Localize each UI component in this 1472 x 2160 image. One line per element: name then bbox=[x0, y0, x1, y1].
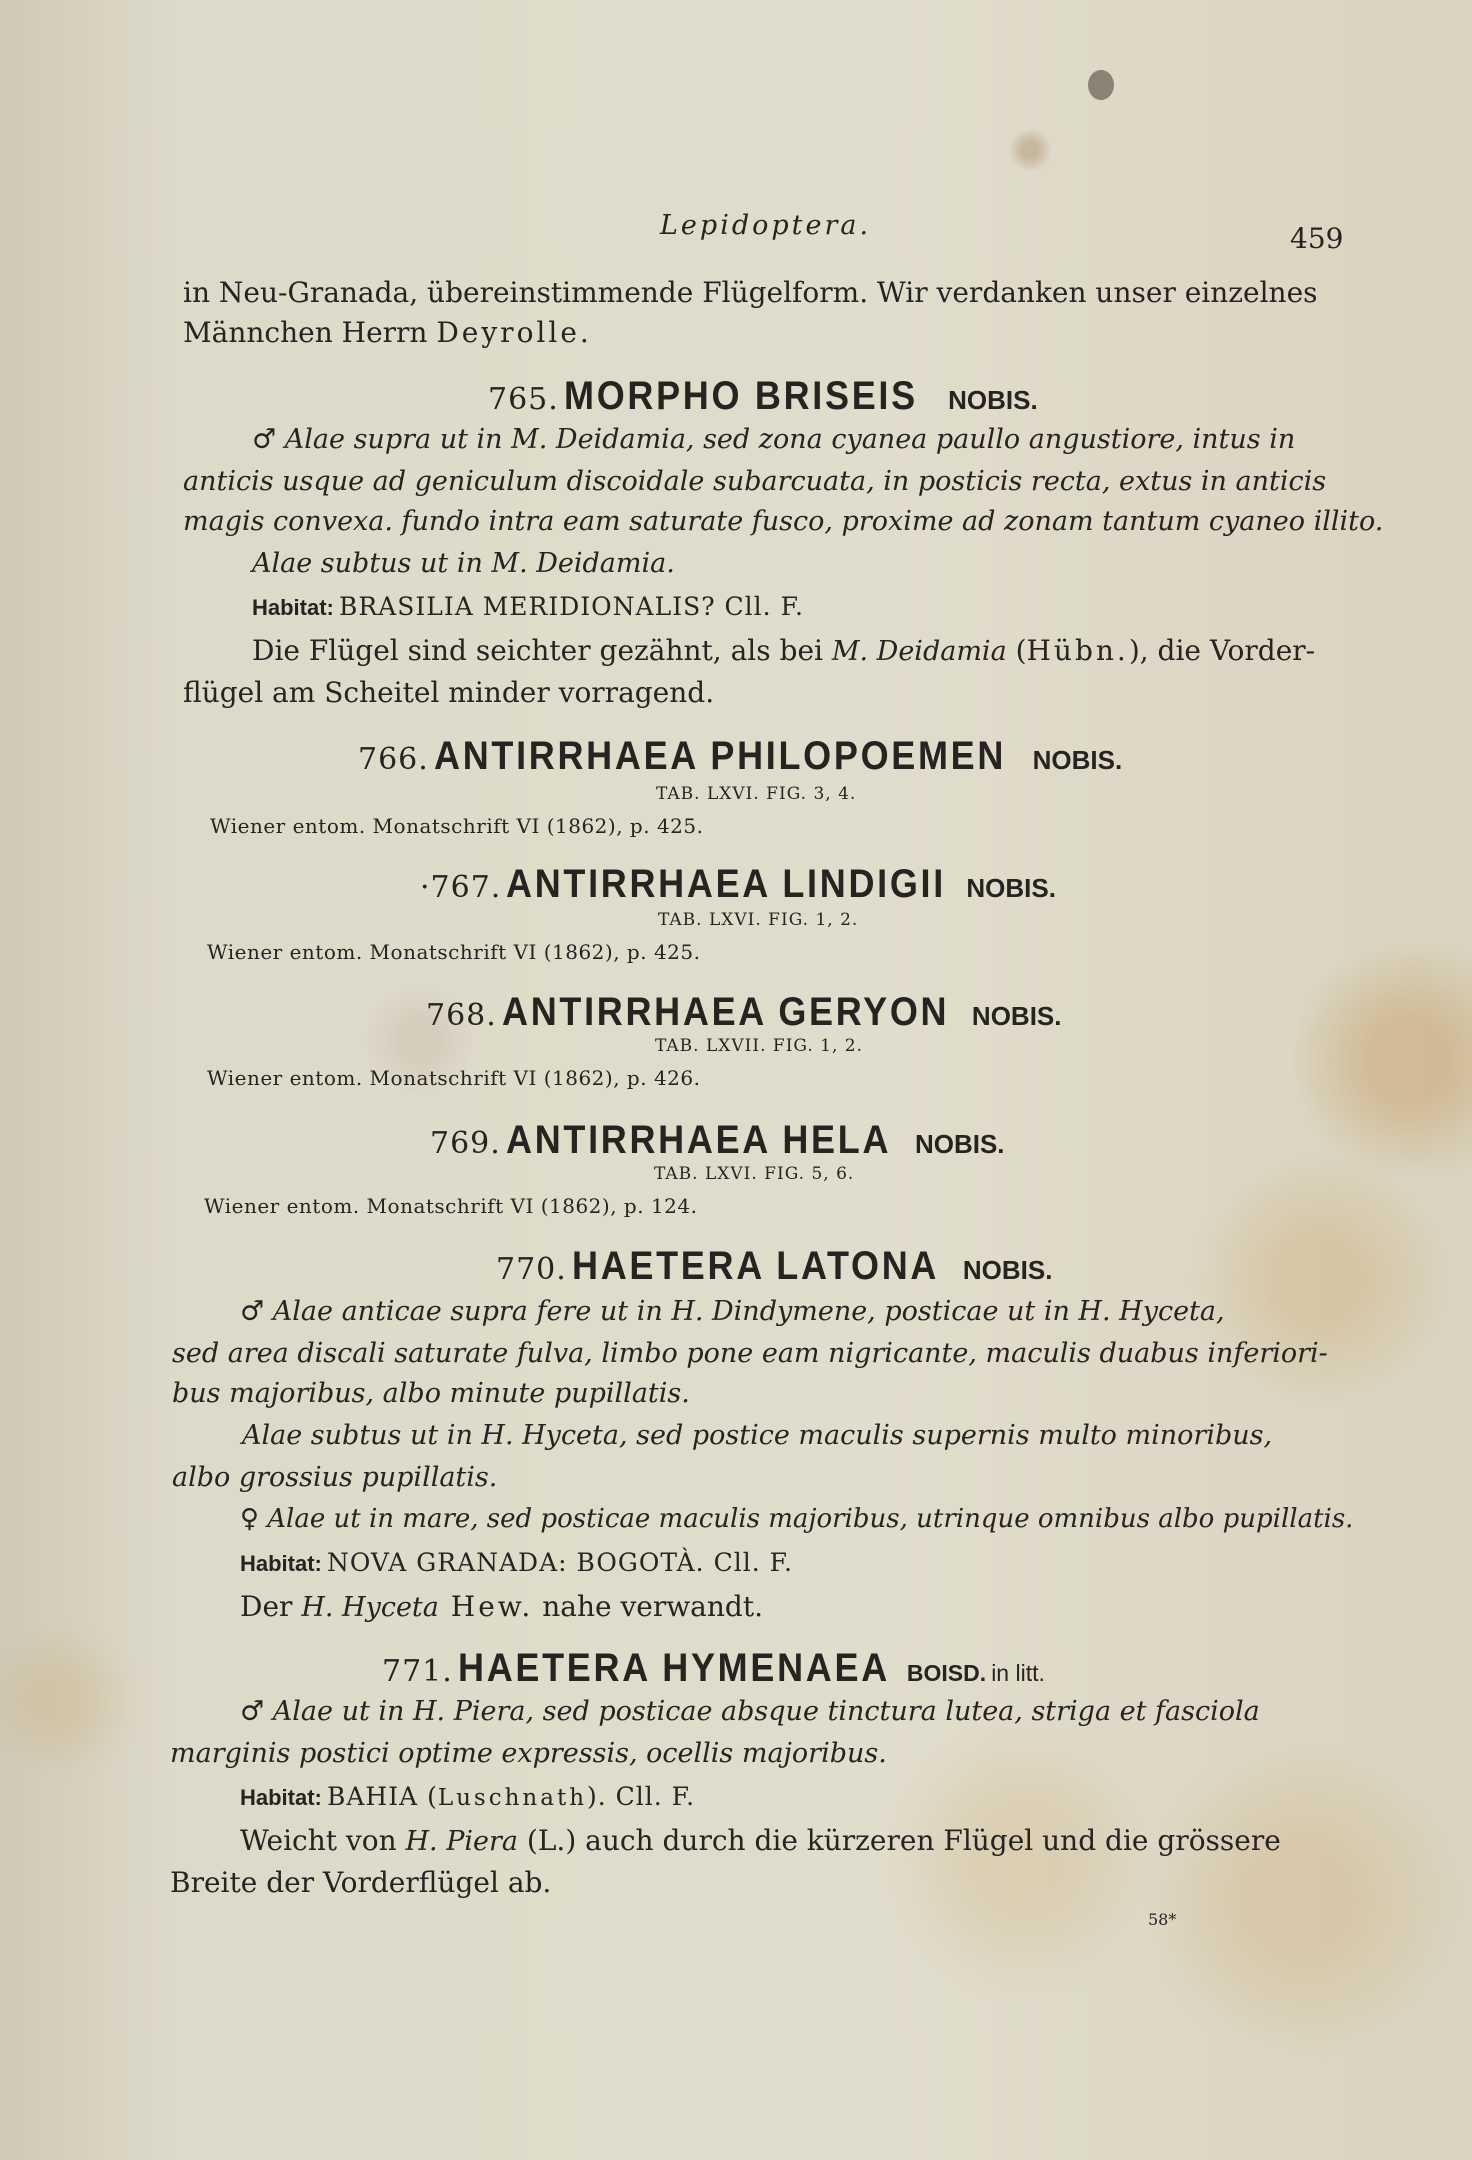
note-text: ), die Vorder- bbox=[1128, 634, 1316, 667]
species-765-note-2: flügel am Scheitel minder vorragend. bbox=[183, 676, 715, 709]
species-number: ·767. bbox=[420, 870, 502, 905]
habitat-value: BRASILIA MERIDIONALIS? Cll. F. bbox=[338, 592, 804, 621]
species-author: NOBIS. bbox=[948, 385, 1038, 415]
species-770-desc-2: sed area discali saturate fulva, limbo pone eam nigricante, maculis duabus inferiori- bbox=[172, 1338, 1328, 1369]
ink-blot bbox=[1088, 70, 1114, 100]
note-text: nahe verwandt. bbox=[533, 1590, 763, 1623]
species-770-heading bbox=[496, 1244, 1052, 1289]
intro-line-1: in Neu-Granada, übereinstimmende Flügelform. Wir verdanken unser einzelnes bbox=[183, 276, 1318, 309]
note-taxon: H. Hyceta bbox=[301, 1592, 439, 1623]
intro-text-end: . bbox=[579, 316, 589, 349]
note-text: (L.) auch durch die kürzeren Flügel und die grössere bbox=[518, 1824, 1281, 1857]
habitat-collector: Luschnath bbox=[437, 1785, 588, 1811]
intro-text: Männchen Herrn bbox=[183, 316, 437, 349]
species-768-reference: Wiener entom. Monatschrift VI (1862), p. 426. bbox=[207, 1066, 701, 1090]
habitat-locality: BAHIA ( bbox=[326, 1782, 438, 1811]
species-765-note-1 bbox=[252, 634, 1315, 667]
species-770-desc-3: bus majoribus, albo minute pupillatis. bbox=[172, 1378, 690, 1409]
species-number: 769. bbox=[430, 1126, 501, 1161]
species-author: NOBIS. bbox=[971, 1001, 1062, 1031]
note-author: Hew. bbox=[438, 1590, 534, 1623]
species-765-desc-2: anticis usque ad geniculum discoidale subarcuata, in posticis recta, extus in anticis bbox=[183, 466, 1327, 497]
species-name: MORPHO BRISEIS bbox=[563, 374, 918, 418]
note-taxon: M. Deidamia bbox=[831, 636, 1007, 667]
note-text: ( bbox=[1006, 634, 1027, 667]
species-769-plate: TAB. LXVI. FIG. 5, 6. bbox=[654, 1164, 855, 1184]
species-name: ANTIRRHAEA HELA bbox=[505, 1118, 892, 1162]
habitat-value: NOVA GRANADA: BOGOTÀ. Cll. F. bbox=[326, 1548, 793, 1577]
running-title: Lepidoptera. bbox=[660, 210, 872, 241]
intro-line-2 bbox=[183, 316, 589, 349]
species-771-heading bbox=[382, 1646, 1045, 1691]
species-771-habitat bbox=[240, 1782, 695, 1811]
species-number: 765. bbox=[488, 382, 559, 417]
species-766-reference: Wiener entom. Monatschrift VI (1862), p. 425. bbox=[210, 814, 704, 838]
species-name: ANTIRRHAEA GERYON bbox=[501, 990, 950, 1034]
species-number: 770. bbox=[496, 1252, 567, 1287]
species-766-plate: TAB. LXVI. FIG. 3, 4. bbox=[656, 784, 857, 804]
species-author: NOBIS. bbox=[1032, 745, 1123, 775]
species-765-heading bbox=[488, 374, 1038, 419]
species-769-heading bbox=[430, 1118, 1005, 1163]
species-name: ANTIRRHAEA PHILOPOEMEN bbox=[433, 734, 1006, 778]
habitat-label: Habitat: bbox=[240, 1785, 322, 1810]
species-765-desc-1: ♂ Alae supra ut in M. Deidamia, sed zona cyanea paullo angustiore, intus in bbox=[252, 424, 1296, 455]
habitat-value bbox=[327, 1782, 695, 1811]
species-name: ANTIRRHAEA LINDIGII bbox=[506, 862, 947, 906]
species-768-plate: TAB. LXVII. FIG. 1, 2. bbox=[655, 1036, 864, 1056]
species-number: 771. bbox=[382, 1654, 453, 1689]
note-taxon: H. Piera bbox=[405, 1826, 518, 1857]
species-770-note-1 bbox=[240, 1590, 763, 1623]
signature-mark: 58* bbox=[1148, 1910, 1177, 1929]
note-text: Der bbox=[240, 1590, 302, 1623]
species-770-desc-6: ♀ Alae ut in mare, sed posticae maculis majoribus, utrinque omnibus albo pupillatis. bbox=[240, 1504, 1354, 1534]
species-769-reference: Wiener entom. Monatschrift VI (1862), p. 124. bbox=[204, 1194, 698, 1218]
species-765-desc-3: magis convexa. fundo intra eam saturate fusco, proxime ad zonam tantum cyaneo illito. bbox=[183, 506, 1384, 537]
note-text: Weicht von bbox=[240, 1824, 406, 1857]
species-author: NOBIS. bbox=[914, 1129, 1005, 1159]
species-768-heading bbox=[426, 990, 1062, 1035]
species-770-desc-5: albo grossius pupillatis. bbox=[172, 1462, 498, 1493]
species-770-desc-1: ♂ Alae anticae supra fere ut in H. Dindymene, posticae ut in H. Hyceta, bbox=[240, 1296, 1225, 1327]
species-name: HAETERA LATONA bbox=[571, 1244, 940, 1288]
species-author: NOBIS. bbox=[962, 1255, 1053, 1285]
collector-name: Deyrolle bbox=[436, 316, 580, 349]
species-765-desc-4: Alae subtus ut in M. Deidamia. bbox=[252, 548, 675, 579]
species-767-plate: TAB. LXVI. FIG. 1, 2. bbox=[658, 910, 859, 930]
species-author: BOISD. bbox=[906, 1660, 987, 1686]
species-771-note-2: Breite der Vorderflügel ab. bbox=[170, 1866, 552, 1899]
note-text: Die Flügel sind seichter gezähnt, als bei bbox=[252, 634, 832, 667]
species-767-reference: Wiener entom. Monatschrift VI (1862), p. 425. bbox=[207, 940, 701, 964]
species-771-desc-2: marginis postici optime expressis, ocellis majoribus. bbox=[170, 1738, 887, 1769]
species-766-heading bbox=[358, 734, 1122, 779]
species-author-note: in litt. bbox=[991, 1660, 1045, 1686]
note-author: Hübn. bbox=[1026, 634, 1129, 667]
habitat-label: Habitat: bbox=[240, 1551, 322, 1576]
species-name: HAETERA HYMENAEA bbox=[457, 1646, 890, 1690]
species-number: 768. bbox=[426, 998, 497, 1033]
species-770-desc-4: Alae subtus ut in H. Hyceta, sed postice maculis supernis multo minoribus, bbox=[242, 1420, 1273, 1451]
species-770-habitat bbox=[240, 1548, 793, 1577]
habitat-collection: ). Cll. F. bbox=[587, 1782, 696, 1811]
species-765-habitat bbox=[252, 592, 804, 621]
species-author: NOBIS. bbox=[966, 873, 1056, 903]
species-767-heading bbox=[420, 862, 1056, 907]
habitat-label: Habitat: bbox=[252, 595, 334, 620]
species-771-note-1 bbox=[240, 1824, 1281, 1857]
species-771-desc-1: ♂ Alae ut in H. Piera, sed posticae absque tinctura lutea, striga et fasciola bbox=[240, 1696, 1260, 1727]
species-number: 766. bbox=[358, 742, 429, 777]
page-number: 459 bbox=[1290, 222, 1344, 255]
